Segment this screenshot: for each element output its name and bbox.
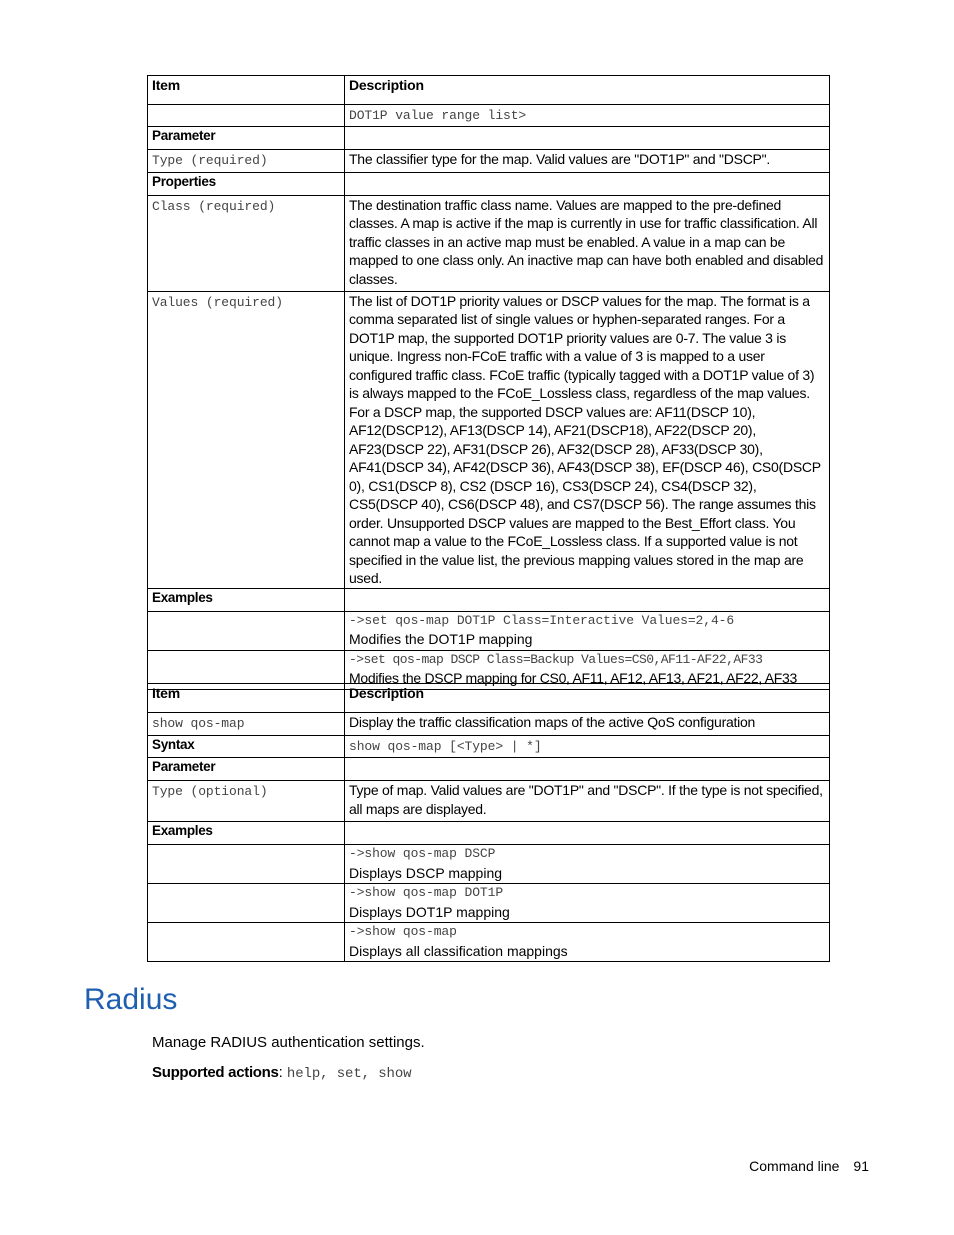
supported-actions-separator: : — [278, 1064, 283, 1081]
example-row — [148, 923, 830, 962]
section-row — [148, 822, 830, 845]
syntax-value: show qos-map [<Type> | *] — [349, 739, 542, 754]
type-param-cell — [148, 149, 345, 172]
example-description: Displays all classification mappings — [349, 942, 568, 959]
table-header-row — [148, 684, 830, 713]
table-row — [148, 781, 830, 822]
table-row — [148, 149, 830, 172]
table-row — [148, 195, 830, 291]
page-footer — [749, 1158, 869, 1174]
table-header-row — [148, 76, 830, 105]
class-property-name: Class (required) — [152, 198, 276, 214]
description-column-header: Description — [345, 76, 830, 105]
type-param-description: The classifier type for the map. Valid values are "DOT1P" and "DSCP". — [345, 149, 830, 172]
value-range-text: DOT1P value range list> — [349, 108, 527, 123]
item-column-header: Item — [148, 684, 345, 713]
description-column-header: Description — [345, 684, 830, 713]
example-row — [148, 611, 830, 650]
section-row — [148, 758, 830, 781]
supported-actions-value: help, set, show — [286, 1066, 412, 1082]
syntax-label: Syntax — [148, 736, 345, 758]
example-cell — [345, 845, 830, 884]
supported-actions-label: Supported actions — [152, 1064, 279, 1081]
empty-cell — [148, 611, 345, 650]
section-row — [148, 588, 830, 611]
values-property-description: The list of DOT1P priority values or DSCP values for the map. The format is a comma separated list of single values or hyphen-separated ranges. For a DOT1P map, the supported DOT1P priority values are 0-7. The value 3 is unique. Ingress non-FCoE traffic with a value of 3 is mapped to a user configured traffic class. FCoE traffic (typically tagged with a DOT1P value of 3) is always mapped to the FCoE_Lossless class, regardless of the map values. For a DSCP map, the supported DSCP values are: AF11(DSCP 10), AF12(DSCP12), AF13(DSCP 14), AF21(DSCP18), AF22(DSCP 20), AF23(DSCP 22), AF31(DSCP 26), AF32(DSCP 28), AF33(DSCP 30), AF41(DSCP 34), AF42(DSCP 36), AF43(DSCP 38), EF(DSCP 46), CS0(DSCP 0), CS1(DSCP 8), CS2 (DSCP 16), CS3(DSCP 24), CS4(DSCP 32), CS5(DSCP 40), CS6(DSCP 48), and CS7(DSCP 56). The range assumes this order. Unsupported DSCP values are mapped to the Best_Effort class. You cannot map a value to the FCoE_Lossless class. If a supported value is not specified in the value list, the previous mapping values stored in the map are used. — [345, 291, 830, 588]
syntax-cell — [345, 736, 830, 758]
example-description: Modifies the DOT1P mapping — [349, 631, 533, 647]
example-cell — [345, 884, 830, 923]
empty-cell — [148, 105, 345, 127]
example-cell — [345, 611, 830, 650]
footer-section-name: Command line — [749, 1158, 840, 1174]
type-param-name: Type (optional) — [152, 784, 268, 799]
syntax-row — [148, 736, 830, 758]
parameter-section-label: Parameter — [148, 758, 345, 781]
example-row — [148, 845, 830, 884]
values-property-name: Values (required) — [152, 294, 283, 310]
example-description: Displays DSCP mapping — [349, 864, 503, 881]
example-command: ->show qos-map DOT1P — [349, 885, 504, 900]
qos-map-set-table — [147, 75, 830, 690]
empty-cell — [148, 845, 345, 884]
table-row — [148, 105, 830, 127]
table-row — [148, 291, 830, 588]
values-property-cell — [148, 291, 345, 588]
supported-actions — [152, 1064, 411, 1082]
example-row — [148, 884, 830, 923]
type-param-name: Type (required) — [152, 152, 268, 168]
class-property-description: The destination traffic class name. Values are mapped to the pre-defined classes. A map is active if the map is currently in use for traffic classification. All traffic classes in an active map must be enabled. A value in a map can be mapped to one class only. An inactive map can have both enabled and disabled classes. — [345, 195, 830, 291]
example-command: ->show qos-map — [349, 924, 457, 939]
empty-cell — [345, 822, 830, 845]
section-row — [148, 172, 830, 195]
class-property-cell — [148, 195, 345, 291]
examples-section-label: Examples — [148, 822, 345, 845]
type-param-description: Type of map. Valid values are "DOT1P" and "DSCP". If the type is not specified, all maps are displayed. — [345, 781, 830, 822]
properties-section-label: Properties — [148, 172, 345, 195]
page-number: 91 — [853, 1158, 869, 1174]
example-cell — [345, 923, 830, 962]
section-title: Radius — [84, 983, 178, 1016]
empty-cell — [345, 126, 830, 149]
command-description: Display the traffic classification maps of the active QoS configuration — [345, 713, 830, 736]
empty-cell — [345, 588, 830, 611]
item-column-header: Item — [148, 76, 345, 105]
section-intro: Manage RADIUS authentication settings. — [152, 1034, 425, 1051]
command-name: show qos-map — [152, 716, 245, 731]
value-range-cell — [345, 105, 830, 127]
example-description: Displays DOT1P mapping — [349, 903, 510, 920]
empty-cell — [345, 172, 830, 195]
example-description: Modifies the DSCP mapping for CS0, AF11, AF12, AF13, AF21, AF22, AF33 — [349, 670, 798, 686]
example-command: ->set qos-map DSCP Class=Backup Values=CS0,AF11-AF22,AF33 — [349, 651, 763, 667]
show-qos-map-table — [147, 683, 830, 962]
empty-cell — [148, 923, 345, 962]
empty-cell — [345, 758, 830, 781]
example-command: ->show qos-map DSCP — [349, 846, 496, 861]
example-command: ->set qos-map DOT1P Class=Interactive Values=2,4-6 — [349, 612, 735, 628]
table-row — [148, 713, 830, 736]
type-param-cell — [148, 781, 345, 822]
examples-section-label: Examples — [148, 588, 345, 611]
empty-cell — [148, 884, 345, 923]
parameter-section-label: Parameter — [148, 126, 345, 149]
section-row — [148, 126, 830, 149]
command-cell — [148, 713, 345, 736]
